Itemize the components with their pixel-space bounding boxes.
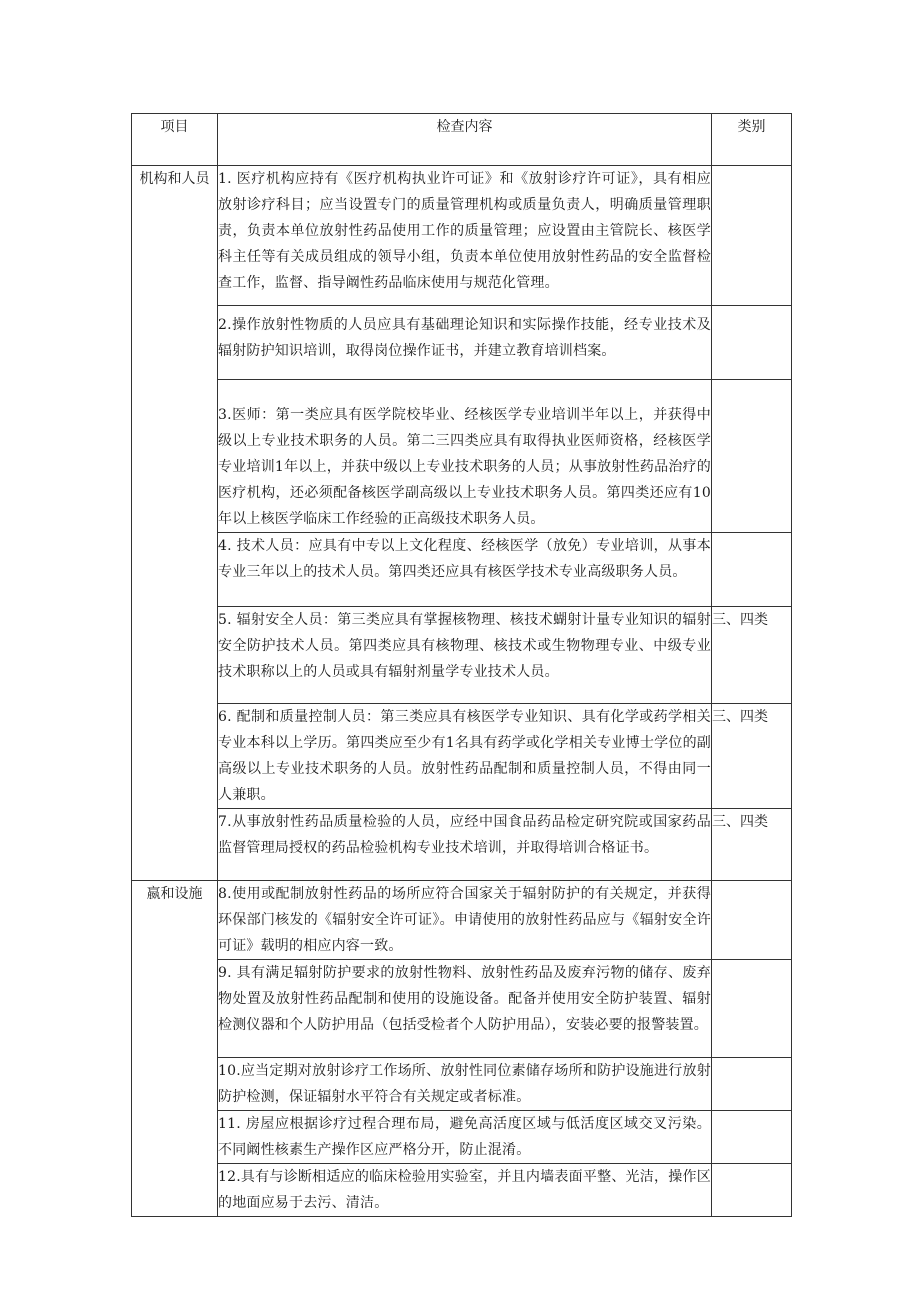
table-row	[132, 607, 792, 704]
row-content: 8.使用或配制放射性药品的场所应符合国家关于辐射防护的有关规定，并获得环保部门核发的《辐射安全许可证》。申请使用的放射性药品应与《辐射安全许可证》载明的相应内容一致。	[218, 881, 712, 960]
header-item: 项目	[132, 114, 218, 166]
row-category	[712, 1164, 792, 1217]
row-content: 9. 具有满足辐射防护要求的放射性物料、放射性药品及废弃污物的储存、废弃物处置及放射性药品配制和使用的设施设备。配备并使用安全防护装置、辐射检测仪器和个人防护用品（包括受检者个人防护用品），安装必要的报警装置。	[218, 960, 712, 1058]
table-row	[132, 704, 792, 809]
row-category	[712, 960, 792, 1058]
row-category: 三、四类	[712, 607, 792, 704]
table-row	[132, 166, 792, 306]
row-category: 三、四类	[712, 809, 792, 881]
header-content: 检查内容	[218, 114, 712, 166]
table-row	[132, 1058, 792, 1111]
table-row	[132, 960, 792, 1058]
row-content: 12.具有与诊断相适应的临床检验用实验室，并且内墙表面平整、光洁，操作区的地面应易于去污、清洁。	[218, 1164, 712, 1217]
row-category	[712, 1058, 792, 1111]
row-category: 三、四类	[712, 704, 792, 809]
row-category	[712, 881, 792, 960]
row-content: 4. 技术人员：应具有中专以上文化程度、经核医学（放免）专业培训，从事本专业三年以上的技术人员。第四类还应具有核医学技术专业高级职务人员。	[218, 533, 712, 607]
table-row	[132, 1164, 792, 1217]
table-row	[132, 533, 792, 607]
row-category	[712, 166, 792, 306]
row-content: 7.从事放射性药品质量检验的人员，应经中国食品药品检定研究院或国家药品监督管理局授权的药品检验机构专业技术培训，并取得培训合格证书。	[218, 809, 712, 881]
row-content: 6. 配制和质量控制人员：第三类应具有核医学专业知识、具有化学或药学相关专业本科以上学历。第四类应至少有1名具有药学或化学相关专业博士学位的副高级以上专业技术职务的人员。放射性药品配制和质量控制人员，不得由同一人兼职。	[218, 704, 712, 809]
inspection-table	[131, 113, 792, 1217]
section-label: 嬴和设施	[132, 881, 218, 1217]
header-category: 类别	[712, 114, 792, 166]
row-category	[712, 380, 792, 533]
row-category	[712, 1111, 792, 1164]
table-row	[132, 306, 792, 380]
header-row	[132, 114, 792, 166]
table-row	[132, 1111, 792, 1164]
row-content: 3.医师：第一类应具有医学院校毕业、经核医学专业培训半年以上，并获得中级以上专业技术职务的人员。第二三四类应具有取得执业医师资格，经核医学专业培训1年以上，并获中级以上专业技术职务的人员；从事放射性药品治疗的医疗机构，还必须配备核医学副高级以上专业技术职务人员。第四类还应有10年以上核医学临床工作经验的正高级技术职务人员。	[218, 380, 712, 533]
table-row	[132, 380, 792, 533]
row-content: 2.操作放射性物质的人员应具有基础理论知识和实际操作技能，经专业技术及辐射防护知识培训，取得岗位操作证书，并建立教育培训档案。	[218, 306, 712, 380]
table-row	[132, 881, 792, 960]
row-content: 1. 医疗机构应持有《医疗机构执业许可证》和《放射诊疗许可证》，具有相应放射诊疗科目；应当设置专门的质量管理机构或质量负责人，明确质量管理职责，负责本单位放射性药品使用工作的质量管理；应设置由主管院长、核医学科主任等有关成员组成的领导小组，负责本单位使用放射性药品的安全监督检查工作，监督、指导阚性药品临床使用与规范化管理。	[218, 166, 712, 306]
row-content: 11. 房屋应根据诊疗过程合理布局，避免高活度区域与低活度区域交叉污染。不同阚性核素生产操作区应严格分开，防止混淆。	[218, 1111, 712, 1164]
row-content: 10.应当定期对放射诊疗工作场所、放射性同位素储存场所和防护设施进行放射防护检测，保证辐射水平符合有关规定或者标准。	[218, 1058, 712, 1111]
row-content: 5. 辐射安全人员：第三类应具有掌握核物理、核技术蝴射计量专业知识的辐射安全防护技术人员。第四类应具有核物理、核技术或生物物理专业、中级专业技术职称以上的人员或具有辐射剂量学专业技术人员。	[218, 607, 712, 704]
table-row	[132, 809, 792, 881]
row-category	[712, 533, 792, 607]
row-category	[712, 306, 792, 380]
section-label: 机构和人员	[132, 166, 218, 881]
